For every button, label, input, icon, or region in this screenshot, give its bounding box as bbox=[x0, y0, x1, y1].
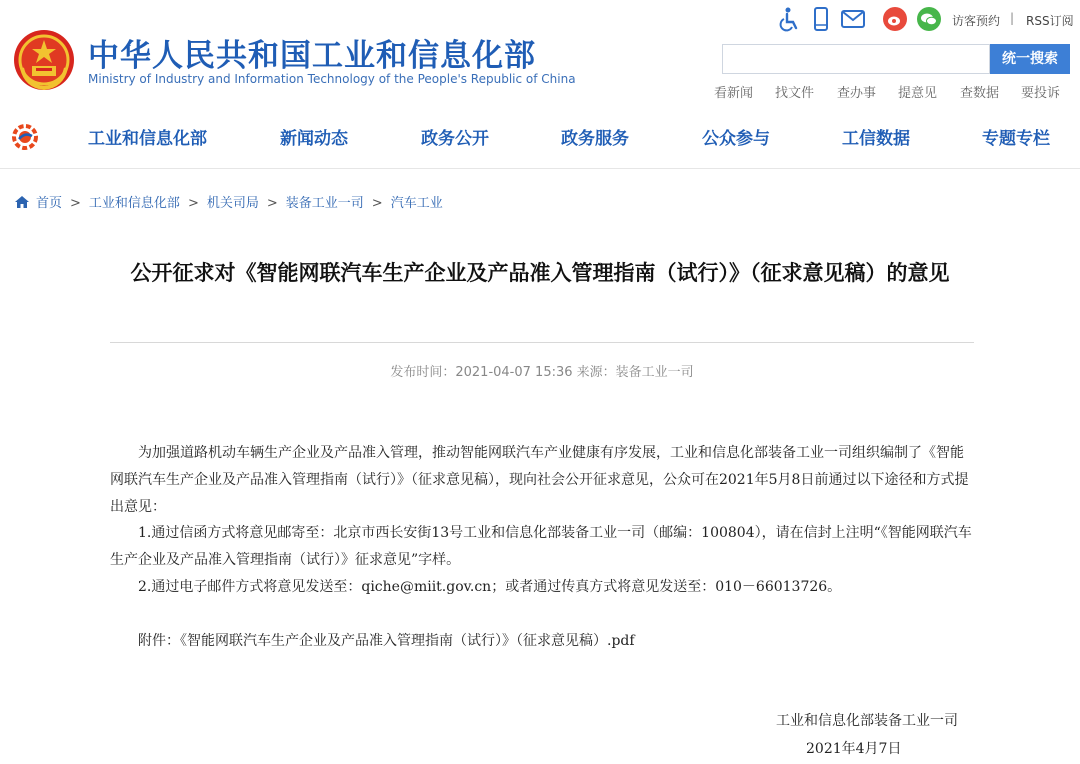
breadcrumb-departments[interactable]: 机关司局 bbox=[206, 196, 259, 211]
nav-item-topics[interactable]: 专题专栏 bbox=[982, 129, 1050, 149]
weibo-icon[interactable] bbox=[882, 6, 908, 32]
breadcrumb-auto-industry[interactable]: 汽车工业 bbox=[390, 196, 443, 211]
breadcrumb bbox=[14, 192, 443, 211]
nav-divider bbox=[0, 168, 1080, 169]
miit-gear-logo-icon[interactable] bbox=[10, 122, 40, 152]
rss-link[interactable]: RSS订阅 bbox=[1026, 14, 1074, 28]
breadcrumb-equipment-dept[interactable]: 装备工业一司 bbox=[285, 196, 364, 211]
article-meta: 发布时间：2021-04-07 15:36 来源：装备工业一司 bbox=[390, 365, 694, 380]
breadcrumb-separator: > bbox=[187, 196, 199, 211]
nav-item-government-services[interactable]: 政务服务 bbox=[561, 129, 629, 149]
breadcrumb-separator: > bbox=[266, 196, 278, 211]
site-title-english: Ministry of Industry and Information Technology of the People's Republic of China bbox=[88, 72, 576, 86]
article-paragraph: 1.通过信函方式将意见邮寄至：北京市西长安街13号工业和信息化部装备工业一司（邮编：100804），请在信封上注明“《智能网联汽车生产企业及产品准入管理指南（试行）》征求意见”字样。 bbox=[110, 525, 972, 568]
nav-item-public-participation[interactable]: 公众参与 bbox=[702, 129, 770, 149]
header-separator: | bbox=[1010, 11, 1015, 25]
nav-item-miit[interactable]: 工业和信息化部 bbox=[88, 129, 207, 149]
home-icon[interactable] bbox=[14, 195, 30, 209]
wechat-icon[interactable] bbox=[916, 6, 942, 32]
signature-date: 2021年4月7日 bbox=[806, 741, 902, 757]
search-button[interactable]: 统一搜索 bbox=[990, 44, 1070, 74]
signature-organization: 工业和信息化部装备工业一司 bbox=[776, 713, 958, 729]
mail-icon[interactable] bbox=[840, 6, 866, 32]
quick-link-news[interactable]: 看新闻 bbox=[714, 86, 754, 101]
title-divider bbox=[110, 342, 974, 343]
search-input[interactable] bbox=[722, 44, 990, 74]
nav-item-government-affairs[interactable]: 政务公开 bbox=[421, 129, 489, 149]
site-title[interactable]: 中华人民共和国工业和信息化部 bbox=[88, 38, 536, 74]
article-paragraph: 2.通过电子邮件方式将意见发送至：qiche@miit.gov.cn；或者通过传真方式将意见发送至：010－66013726。 bbox=[138, 579, 842, 595]
mobile-icon[interactable] bbox=[808, 6, 834, 32]
quick-link-services[interactable]: 查办事 bbox=[837, 86, 877, 101]
breadcrumb-home[interactable]: 首页 bbox=[36, 196, 63, 211]
quick-link-complaints[interactable]: 要投诉 bbox=[1021, 86, 1061, 101]
nav-item-data[interactable]: 工信数据 bbox=[842, 129, 910, 149]
attachment-link[interactable]: 附件：《智能网联汽车生产企业及产品准入管理指南（试行）》（征求意见稿）.pdf bbox=[138, 633, 635, 649]
quick-link-feedback[interactable]: 提意见 bbox=[898, 86, 938, 101]
breadcrumb-miit[interactable]: 工业和信息化部 bbox=[88, 196, 180, 211]
article-paragraph: 为加强道路机动车辆生产企业及产品准入管理，推动智能网联汽车产业健康有序发展，工业和信息化部装备工业一司组织编制了《智能网联汽车生产企业及产品准入管理指南（试行）》（征求意见稿），现向社会公开征求意见，公众可在2021年5月8日前通过以下途径和方式提出意见： bbox=[110, 445, 969, 515]
quick-link-files[interactable]: 找文件 bbox=[775, 86, 815, 101]
article-title: 公开征求对《智能网联汽车生产企业及产品准入管理指南（试行）》（征求意见稿）的意见 bbox=[130, 261, 950, 285]
national-emblem-icon[interactable] bbox=[12, 28, 76, 92]
breadcrumb-separator: > bbox=[371, 196, 383, 211]
visitor-appointment-link[interactable]: 访客预约 bbox=[952, 14, 1001, 28]
nav-item-news[interactable]: 新闻动态 bbox=[280, 129, 348, 149]
breadcrumb-separator: > bbox=[70, 196, 81, 211]
accessibility-icon[interactable] bbox=[776, 6, 802, 32]
quick-link-data[interactable]: 查数据 bbox=[960, 86, 1000, 101]
